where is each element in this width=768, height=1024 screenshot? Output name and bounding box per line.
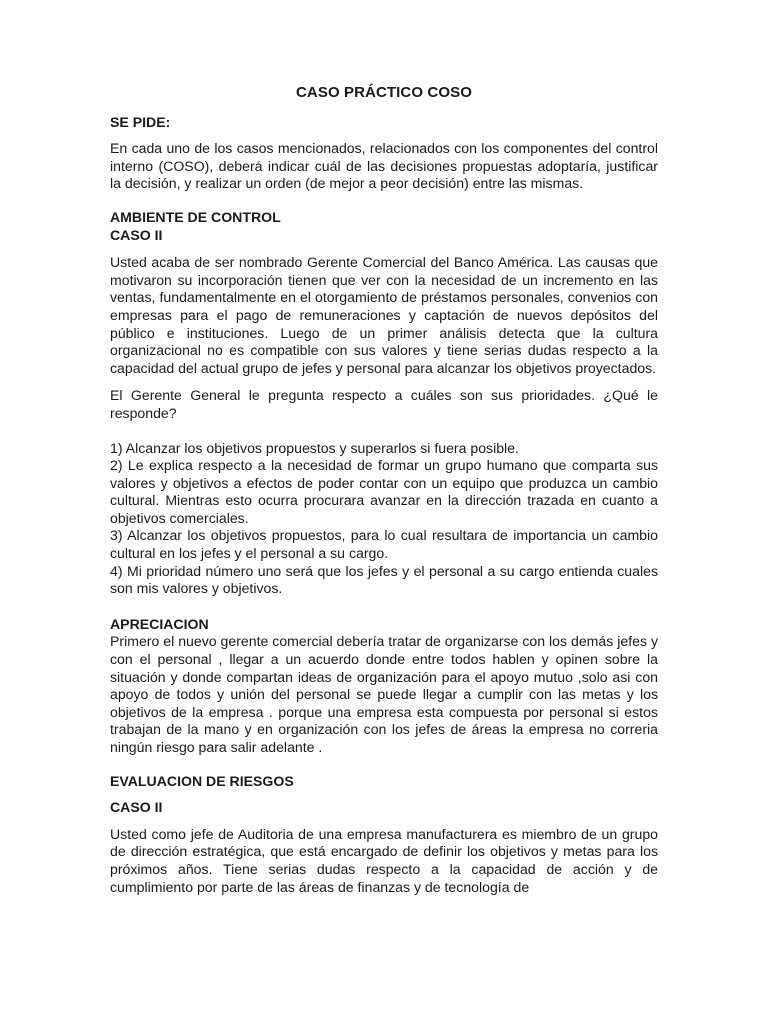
ambiente-paragraph: Usted acaba de ser nombrado Gerente Comercial del Banco América. Las causas que motivaron su incorporación tienen que ver con la necesidad de un incremento en las ventas, fundamentalmente en el otorgamiento de préstamos personales, convenios con empresas para el pago de remuneraciones y captación de nuevos depósitos del público e instituciones. Luego de un primer análisis detecta que la cultura organizacional no es compatible con sus valores y tiene serias dudas respecto a la capacidad del actual grupo de jefes y personal para alcanzar los objetivos proyectados. — [110, 254, 658, 376]
option-item-4: 4) Mi prioridad número uno será que los jefes y el personal a su cargo entienda cuales son mis valores y objetivos. — [110, 562, 658, 597]
options-list — [110, 440, 658, 598]
case-label-riesgos: CASO II — [110, 799, 163, 816]
se-pide-heading: SE PIDE: — [110, 113, 171, 130]
section-heading-riesgos: EVALUACION DE RIESGOS — [110, 772, 294, 789]
case-label-ambiente: CASO II — [110, 226, 163, 243]
apreciacion-heading: APRECIACION — [110, 615, 209, 632]
option-item-2: 2) Le explica respecto a la necesidad de formar un grupo humano que comparta sus valores y objetivos a efectos de poder contar con un equipo que produzca un cambio cultural. Mientras esto ocurra procurara avanzar en la dirección trazada en cuanto a objetivos comerciales. — [110, 457, 658, 526]
document-page — [110, 84, 658, 896]
ambiente-question: El Gerente General le pregunta respecto a cuáles son sus prioridades. ¿Qué le responde? — [110, 387, 658, 421]
apreciacion-text: Primero el nuevo gerente comercial debería tratar de organizarse con los demás jefes y con el personal , llegar a un acuerdo donde entre todos hablen y opinen sobre la situación y donde compartan ideas de organización para el apoyo mutuo ,solo asi con apoyo de todos y unión del personal se puede llegar a cumplir con las metas y los objetivos de la empresa . porque una empresa esta compuesta por personal si estos trabajan de la mano y en organización con los jefes de áreas la empresa no correria ningún riesgo para salir adelante . — [110, 633, 658, 755]
se-pide-text: En cada uno de los casos mencionados, relacionados con los componentes del control interno (COSO), deberá indicar cuál de las decisiones propuestas adoptaría, justificar la decisión, y realizar un orden (de mejor a peor decisión) entre las mismas. — [110, 140, 658, 192]
option-item-3: 3) Alcanzar los objetivos propuestos, para lo cual resultara de importancia un cambio cultural en los jefes y el personal a su cargo. — [110, 527, 658, 562]
document-title: CASO PRÁCTICO COSO — [296, 84, 472, 101]
section-heading-ambiente: AMBIENTE DE CONTROL — [110, 208, 281, 225]
option-item-1: 1) Alcanzar los objetivos propuestos y superarlos si fuera posible. — [110, 439, 519, 456]
riesgos-paragraph: Usted como jefe de Auditoria de una empresa manufacturera es miembro de un grupo de dirección estratégica, que está encargado de definir los objetivos y metas para los próximos años. Tiene serias dudas respecto a la capacidad de acción y de cumplimiento por parte de las áreas de finanzas y de tecnología de — [110, 825, 658, 895]
